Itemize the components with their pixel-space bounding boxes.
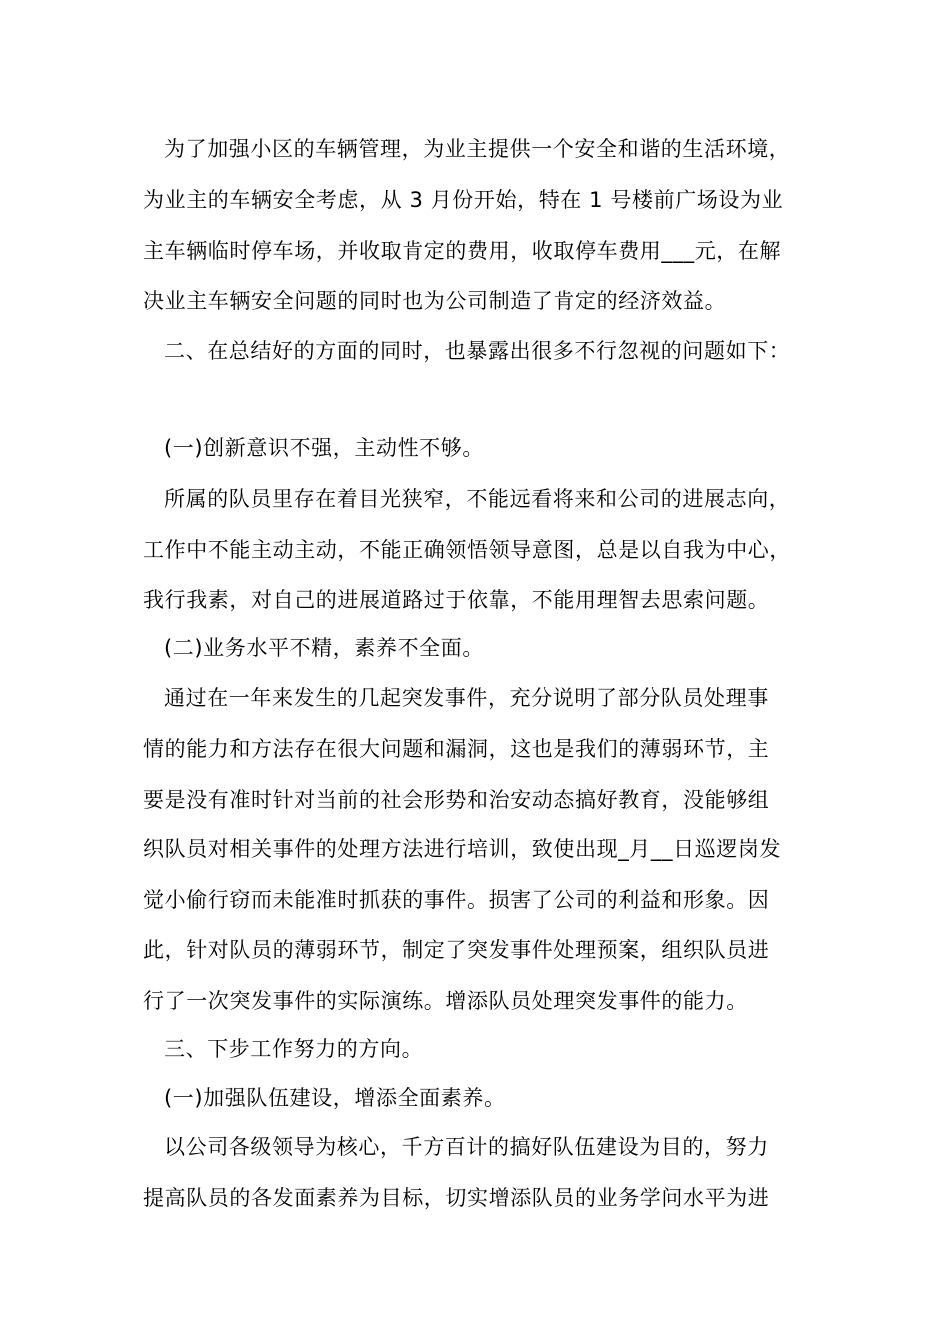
text-line: 织队员对相关事件的处理方法进行培训，致使出现_月__日巡逻岗发 bbox=[143, 837, 782, 861]
section-heading: 二、在总结好的方面的同时，也暴露出很多不行忽视的问题如下： bbox=[164, 339, 791, 363]
text-line: 所属的队员里存在着目光狭窄，不能远看将来和公司的进展志向， bbox=[164, 487, 791, 511]
text-line: 行了一次突发事件的实际演练。增添队员处理突发事件的能力。 bbox=[143, 989, 748, 1013]
subsection-heading: (二)业务水平不精，素养不全面。 bbox=[164, 636, 484, 660]
subsection-heading: (一)创新意识不强，主动性不够。 bbox=[164, 436, 484, 460]
text-line: 要是没有准时针对当前的社会形势和治安动态搞好教育，没能够组 bbox=[143, 788, 770, 812]
text-line: 觉小偷行窃而未能准时抓获的事件。损害了公司的利益和形象。因 bbox=[143, 888, 770, 912]
text-line: 以公司各级领导为核心，千方百计的搞好队伍建设为目的，努力 bbox=[164, 1135, 769, 1159]
text-line: 我行我素，对自己的进展道路过于依靠，不能用理智去思索问题。 bbox=[143, 588, 770, 612]
text-line: 为了加强小区的车辆管理，为业主提供一个安全和谐的生活环境， bbox=[164, 137, 791, 161]
text-line: 提高队员的各发面素养为目标，切实增添队员的业务学问水平为进 bbox=[143, 1186, 770, 1210]
text-line: 此，针对队员的薄弱环节，制定了突发事件处理预案，组织队员进 bbox=[143, 938, 770, 962]
text-line: 决业主车辆安全问题的同时也为公司制造了肯定的经济效益。 bbox=[143, 289, 727, 313]
text-line: 主车辆临时停车场，并收取肯定的费用，收取停车费用___元，在解 bbox=[143, 239, 782, 263]
text-line: 通过在一年来发生的几起突发事件，充分说明了部分队员处理事 bbox=[164, 686, 769, 710]
section-heading: 三、下步工作努力的方向。 bbox=[164, 1037, 424, 1061]
subsection-heading: (一)加强队伍建设，增添全面素养。 bbox=[164, 1086, 506, 1110]
text-line: 情的能力和方法存在很大问题和漏洞，这也是我们的薄弱环节，主 bbox=[143, 737, 770, 761]
text-line: 为业主的车辆安全考虑，从 3 月份开始，特在 1 号楼前广场设为业 bbox=[143, 188, 784, 212]
text-line: 工作中不能主动主动，不能正确领悟领导意图，总是以自我为中心， bbox=[143, 538, 791, 562]
